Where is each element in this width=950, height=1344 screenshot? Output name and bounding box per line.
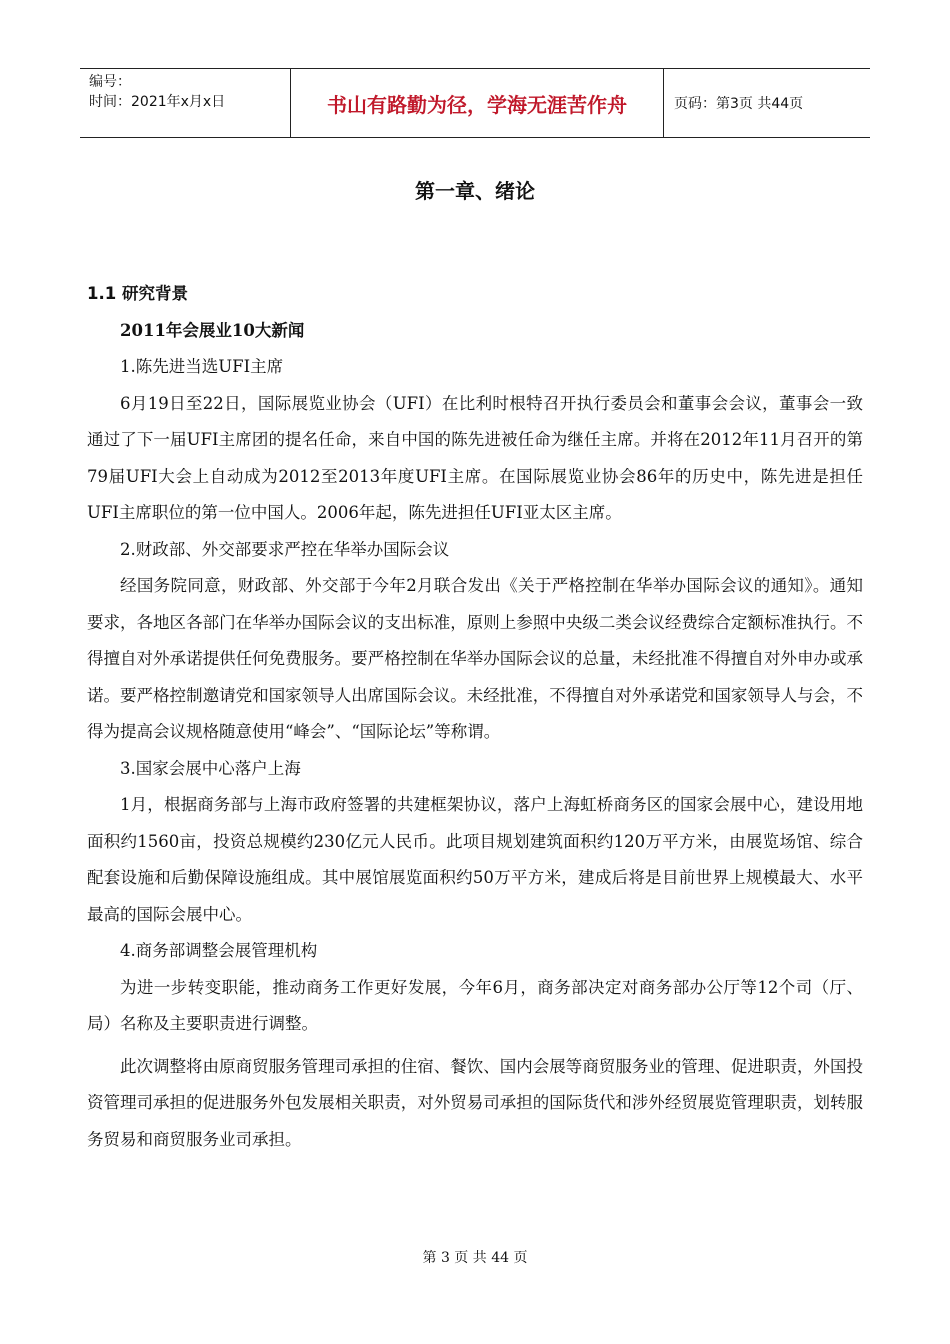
news-item-title: 4.商务部调整会展管理机构	[120, 941, 318, 960]
header-meta-cell	[80, 69, 291, 137]
page-footer: 第 3 页 共 44 页	[422, 1250, 528, 1266]
paragraph: 此次调整将由原商贸服务管理司承担的住宿、餐饮、国内会展等商贸服务业的管理、促进职责，外国投资管理司承担的促进服务外包发展相关职责，对外贸易司承担的国际货代和涉外经贸展览管理职责，划转服务贸易和商贸服务业司承担。	[87, 1056, 863, 1149]
paragraph: 1月，根据商务部与上海市政府签署的共建框架协议，落户上海虹桥商务区的国家会展中心，建设用地面积约1560亩，投资总规模约230亿元人民币。此项目规划建筑面积约120万平方米，由展览场馆、综合配套设施和后勤保障设施组成。其中展馆展览面积约50万平方米，建成后将是目前世界上规模最大、水平最高的国际会展中心。	[87, 795, 863, 924]
subheading: 2011年会展业10大新闻	[120, 320, 305, 340]
time-line: 时间：2021年x月x日	[89, 94, 226, 110]
header-page-info: 页码：第3页 共44页	[674, 96, 804, 112]
chapter-title: 第一章、绪论	[415, 179, 535, 203]
number-label: 编号：	[89, 74, 131, 90]
paragraph: 为进一步转变职能，推动商务工作更好发展，今年6月，商务部决定对商务部办公厅等12个司（厅、局）名称及主要职责进行调整。	[87, 977, 863, 1033]
document-body	[87, 276, 863, 1158]
header-table	[80, 68, 870, 138]
news-item-title: 3.国家会展中心落户上海	[120, 758, 301, 778]
header-motto: 书山有路勤为径，学海无涯苦作舟	[291, 69, 664, 137]
paragraph: 6月19日至22日，国际展览业协会（UFI）在比利时根特召开执行委员会和董事会会议，董事会一致通过了下一届UFI主席团的提名任命，来自中国的陈先进被任命为继任主席。并将在2012年11月召开的第79届UFI大会上自动成为2012至2013年度UFI主席。在国际展览业协会86年的历史中，陈先进是担任UFI主席职位的第一位中国人。2006年起，陈先进担任UFI亚太区主席。	[87, 393, 863, 522]
news-item-title: 2.财政部、外交部要求严控在华举办国际会议	[120, 539, 450, 559]
news-item-title: 1.陈先进当选UFI主席	[120, 357, 284, 376]
paragraph: 经国务院同意，财政部、外交部于今年2月联合发出《关于严格控制在华举办国际会议的通知》。通知要求，各地区各部门在华举办国际会议的支出标准，原则上参照中央级二类会议经费综合定额标准执行。不得擅自对外承诺提供任何免费服务。要严格控制在华举办国际会议的总量，未经批准不得擅自对外申办或承诺。要严格控制邀请党和国家领导人出席国际会议。未经批准，不得擅自对外承诺党和国家领导人与会，不得为提高会议规格随意使用“峰会”、“国际论坛”等称谓。	[87, 576, 863, 741]
section-heading: 1.1 研究背景	[87, 284, 188, 303]
